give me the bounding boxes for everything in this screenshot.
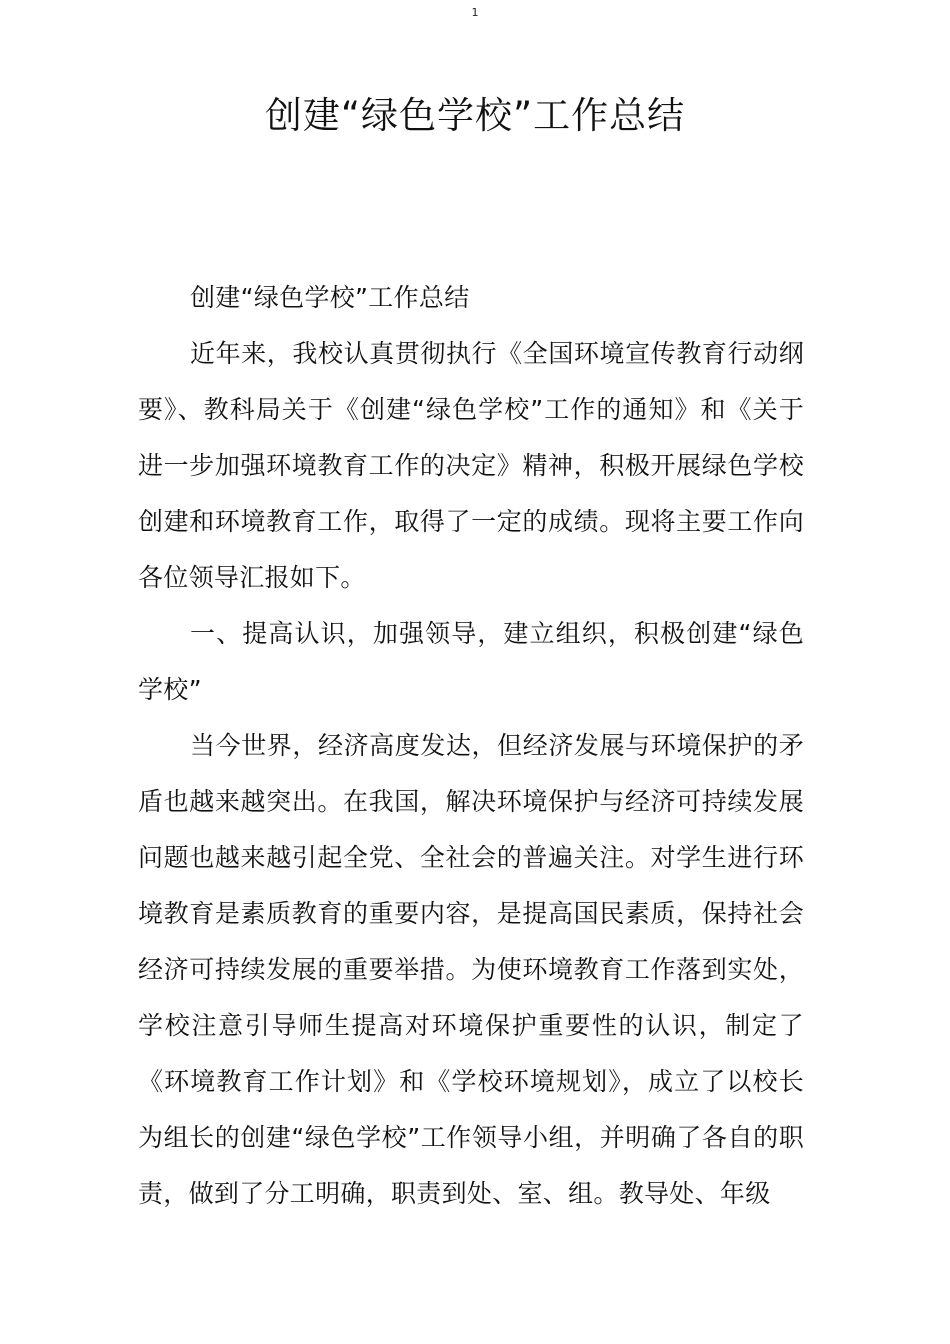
body-subtitle-paragraph: 创建“绿色学校”工作总结 (190, 283, 470, 312)
document-body (138, 270, 804, 1222)
section-1-paragraph: 当今世界，经济高度发达，但经济发展与环境保护的矛盾也越来越突出。在我国，解决环境保护与经济可持续发展问题也越来越引起全党、全社会的普遍关注。对学生进行环境教育是素质教育的重要内容，是提高国民素质，保持社会经济可持续发展的重要举措。为使环境教育工作落到实处，学校注意引导师生提高对环境保护重要性的认识，制定了《环境教育工作计划》和《学校环境规划》，成立了以校长为组长的创建“绿色学校”工作领导小组，并明确了各自的职责，做到了分工明确，职责到处、室、组。教导处、年级 (138, 731, 804, 1208)
page-number: 1 (471, 6, 479, 19)
section-heading-1: 一、提高认识，加强领导，建立组织，积极创建“绿色学校” (138, 619, 804, 704)
document-title: 创建“绿色学校”工作总结 (264, 94, 686, 137)
intro-paragraph: 近年来，我校认真贯彻执行《全国环境宣传教育行动纲要》、教科局关于《创建“绿色学校”工作的通知》和《关于进一步加强环境教育工作的决定》精神，积极开展绿色学校创建和环境教育工作，取得了一定的成绩。现将主要工作向各位领导汇报如下。 (138, 339, 804, 592)
